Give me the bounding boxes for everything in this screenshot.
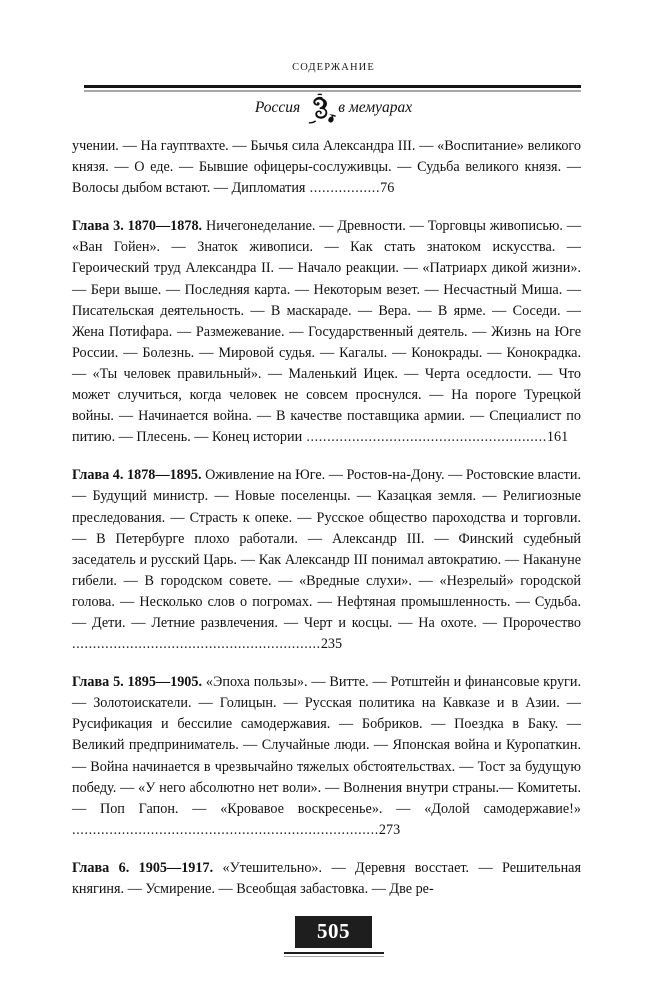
- toc-entry: [72, 216, 581, 448]
- toc-page-number: 161: [546, 429, 569, 446]
- running-head: СОДЕРЖАНИЕ: [292, 62, 375, 73]
- toc-chapter-label: Глава 6. 1905—1917.: [72, 859, 214, 876]
- folio-divider-rules: [284, 952, 384, 957]
- toc-page-number: 76: [380, 180, 395, 197]
- toc-entry: [72, 672, 581, 841]
- series-word-right: в мемуарах: [338, 99, 413, 116]
- toc-chapter-label: Глава 5. 1895—1905.: [72, 674, 203, 691]
- toc-entry: [72, 465, 581, 655]
- header-rule-thick: [84, 85, 581, 88]
- toc-entry: [72, 136, 581, 199]
- toc-entry-text: «Утешительно». — Деревня восстает. — Решительная княгиня. — Усмирение. — Всеобщая забастовка. — Две ре-: [72, 859, 582, 897]
- toc-entry: [72, 858, 581, 900]
- toc-chapter-label: Глава 4. 1878—1895.: [72, 467, 202, 484]
- folio-rule-thick: [284, 952, 384, 954]
- toc-leader: ..........................................................: [302, 429, 547, 446]
- folio-page-number: 505: [295, 916, 372, 948]
- table-of-contents: [72, 136, 581, 900]
- toc-page-number: 235: [320, 636, 343, 653]
- folio: [0, 916, 667, 948]
- toc-entry-text: Ничегонеделание. — Древности. — Торговцы живописью. — «Ван Гойен». — Знаток живописи. — Как стать знатоком искусства. — Героический труд Александра II. — Начало реакции. — «Патриарх дикой жизни». — Бери выше. — Последняя карта. — Некоторым везет. — Несчастный Миша. — Писательская деятельность. — В маскараде. — Вера. — В ярме. — Соседи. — Жена Потифара. — Размежевание. — Государственный деятель. — Жизнь на Юге России. — Болезнь. — Мировой судья. — Кагалы. — Конокрады. — Конокрадка. — «Ты человек правильный». — Маленький Ицек. — Черта оседлости. — Что может случиться, когда человек не совсем проснулся. — На пороге Турецкой войны. — Начинается война. — В качестве поставщика армии. — Специалист по питию. — Плесень. — Конец истории: [72, 218, 582, 446]
- folio-rule-thin: [284, 956, 384, 957]
- flourish-ornament-icon: [302, 93, 336, 127]
- toc-leader: ..........................................................................: [72, 821, 379, 838]
- series-word-left: Россия: [254, 99, 301, 116]
- toc-entry-text: «Эпоха пользы». — Витте. — Ротштейн и финансовые круги. — Золотоискатели. — Голицын. — Русская политика на Кавказе и в Азии. — Русификация и бессилие самодержавия. — Бобриков. — Поездка в Баку. — Великий предприниматель. — Случайные люди. — Японская война и Куропаткин.— Война начинается в чрезвычайно тяжелых обстоятельствах. — Тост за будущую победу. — «У него абсолютно нет воли». — Волнения внутри страны.— Комитеты. — Поп Гапон. — «Кровавое воскресенье». — «Долой самодержавие!»: [72, 674, 581, 817]
- toc-entry-text: учении. — На гауптвахте. — Бычья сила Александра III. — «Воспитание» великого князя. — О еде. — Бывшие офицеры-сослуживцы. — Судьба великого князя. — Волосы дыбом встают. — Дипломатия: [72, 138, 581, 197]
- toc-page-number: 273: [378, 821, 401, 838]
- toc-leader: .................: [305, 180, 381, 197]
- toc-chapter-label: Глава 3. 1870—1878.: [72, 218, 203, 235]
- toc-leader: ............................................................: [72, 636, 321, 653]
- series-imprint: [0, 92, 667, 124]
- toc-entry-text: Оживление на Юге. — Ростов-на-Дону. — Ростовские власти. — Будущий министр. — Новые поселенцы. — Казацкая земля. — Религиозные преследования. — Страсть к опеке. — Русское общество пароходства и торговли. — В Петербурге плохо работали. — Александр III. — Финский судебный заседатель и русский Царь. — Как Александр III понимал автократию. — Накануне гибели. — В городском совете. — «Вредные слухи». — «Незрелый» городской голова. — Несколько слов о погромах. — Нефтяная промышленность. — Судьба. — Дети. — Летние развлечения. — Черт и косцы. — На охоте. — Пророчество: [72, 467, 582, 631]
- header-divider-rules: [84, 85, 581, 92]
